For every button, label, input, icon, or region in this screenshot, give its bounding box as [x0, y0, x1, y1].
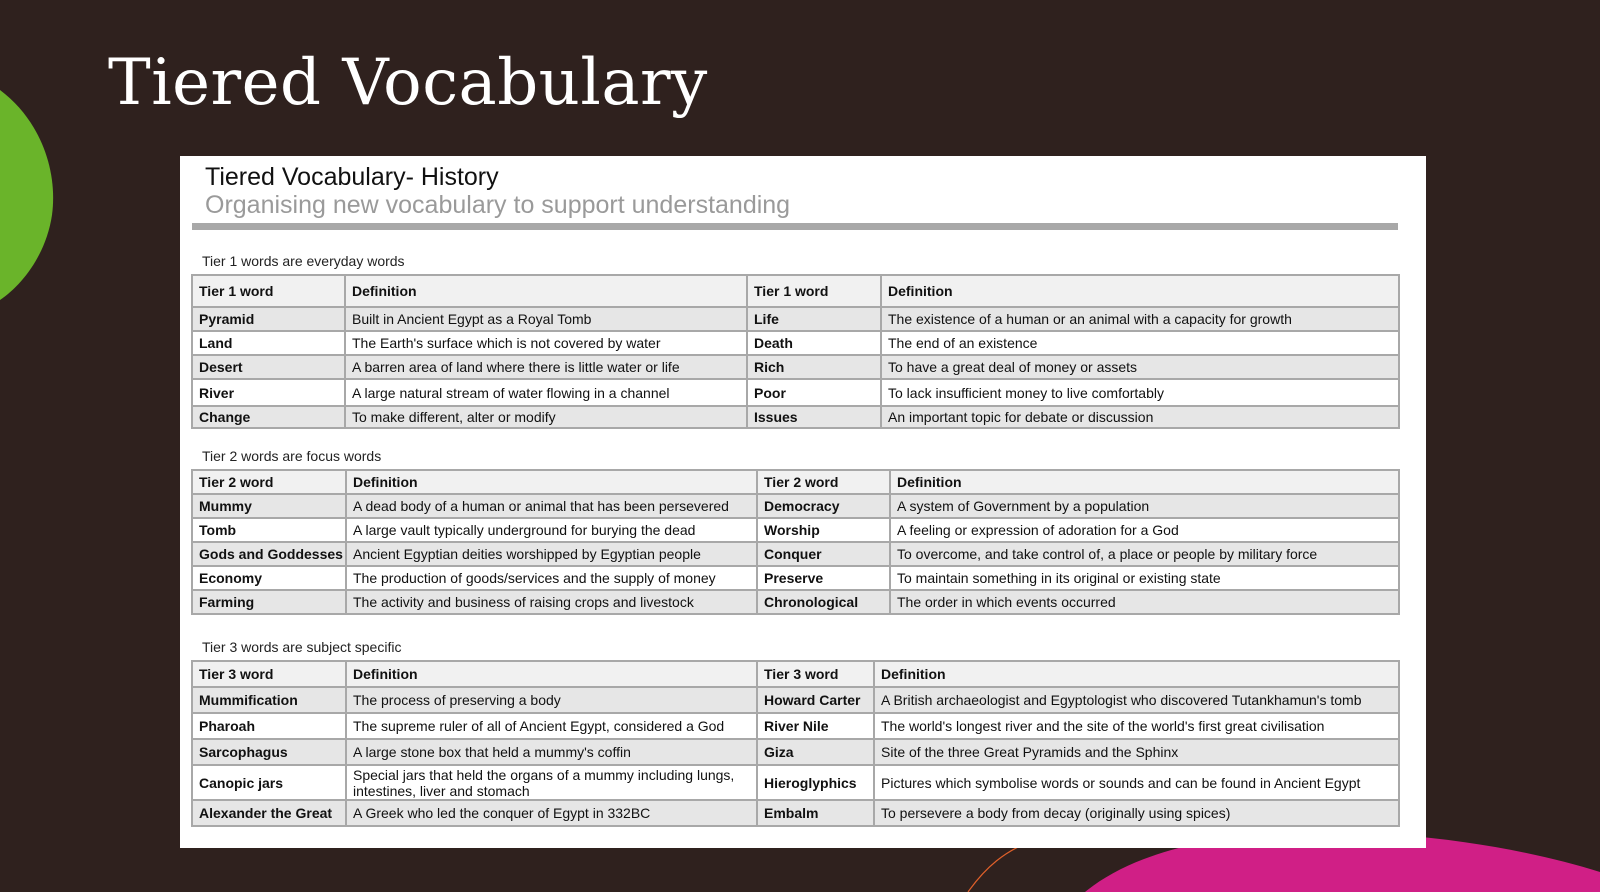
- tier3-table: [191, 660, 1400, 827]
- vocab-word: Gods and Goddesses: [192, 542, 346, 566]
- table-row: [192, 765, 1399, 800]
- table-row: [192, 494, 1399, 518]
- column-header: Definition: [890, 470, 1399, 494]
- vocab-word: Pharoah: [192, 713, 346, 739]
- column-header: Definition: [346, 470, 757, 494]
- table-header-row: [192, 275, 1399, 307]
- tier2-table: [191, 469, 1400, 615]
- vocab-definition: A British archaeologist and Egyptologist who discovered Tutankhamun's tomb: [874, 687, 1399, 713]
- column-header: Definition: [346, 661, 757, 687]
- vocab-definition: The order in which events occurred: [890, 590, 1399, 614]
- column-header: Tier 2 word: [757, 470, 890, 494]
- vocab-definition: Special jars that held the organs of a mummy including lungs, intestines, liver and stomach: [346, 765, 757, 800]
- vocab-definition: To lack insufficient money to live comfortably: [881, 379, 1399, 406]
- table-row: [192, 406, 1399, 428]
- vocab-definition: The supreme ruler of all of Ancient Egypt, considered a God: [346, 713, 757, 739]
- vocab-definition: A barren area of land where there is little water or life: [345, 355, 747, 379]
- vocab-word: Life: [747, 307, 881, 331]
- vocab-definition: The end of an existence: [881, 331, 1399, 355]
- vocab-definition: The Earth's surface which is not covered by water: [345, 331, 747, 355]
- table-row: [192, 355, 1399, 379]
- column-header: Definition: [874, 661, 1399, 687]
- tier3-caption: Tier 3 words are subject specific: [202, 639, 402, 655]
- vocab-definition: To maintain something in its original or existing state: [890, 566, 1399, 590]
- vocab-word: Preserve: [757, 566, 890, 590]
- table-row: [192, 800, 1399, 826]
- table-row: [192, 379, 1399, 406]
- vocab-definition: The world's longest river and the site of the world's first great civilisation: [874, 713, 1399, 739]
- table-row: [192, 590, 1399, 614]
- vocab-definition: A feeling or expression of adoration for a God: [890, 518, 1399, 542]
- vocab-word: Pyramid: [192, 307, 345, 331]
- vocab-word: Desert: [192, 355, 345, 379]
- vocab-word: Alexander the Great: [192, 800, 346, 826]
- vocab-word: Conquer: [757, 542, 890, 566]
- column-header: Tier 2 word: [192, 470, 346, 494]
- vocab-definition: A system of Government by a population: [890, 494, 1399, 518]
- column-header: Definition: [881, 275, 1399, 307]
- vocab-word: Rich: [747, 355, 881, 379]
- column-header: Tier 3 word: [757, 661, 874, 687]
- vocab-word: Change: [192, 406, 345, 428]
- vocab-definition: Ancient Egyptian deities worshipped by Egyptian people: [346, 542, 757, 566]
- vocab-word: Farming: [192, 590, 346, 614]
- table-row: [192, 713, 1399, 739]
- vocab-definition: The activity and business of raising crops and livestock: [346, 590, 757, 614]
- vocabulary-document: [180, 156, 1426, 848]
- vocab-definition: To make different, alter or modify: [345, 406, 747, 428]
- vocab-definition: An important topic for debate or discussion: [881, 406, 1399, 428]
- vocab-definition: Site of the three Great Pyramids and the Sphinx: [874, 739, 1399, 765]
- vocab-definition: A large vault typically underground for burying the dead: [346, 518, 757, 542]
- vocab-word: Chronological: [757, 590, 890, 614]
- vocab-word: Mummification: [192, 687, 346, 713]
- vocab-definition: A dead body of a human or animal that has been persevered: [346, 494, 757, 518]
- vocab-definition: To overcome, and take control of, a place or people by military force: [890, 542, 1399, 566]
- vocab-word: Canopic jars: [192, 765, 346, 800]
- slide-title: Tiered Vocabulary: [108, 46, 708, 120]
- table-row: [192, 542, 1399, 566]
- vocab-word: River Nile: [757, 713, 874, 739]
- vocab-word: Economy: [192, 566, 346, 590]
- table-row: [192, 687, 1399, 713]
- vocab-definition: The existence of a human or an animal with a capacity for growth: [881, 307, 1399, 331]
- column-header: Definition: [345, 275, 747, 307]
- table-row: [192, 518, 1399, 542]
- document-title: Tiered Vocabulary- History: [205, 163, 499, 191]
- vocab-word: Issues: [747, 406, 881, 428]
- vocab-definition: A Greek who led the conquer of Egypt in 332BC: [346, 800, 757, 826]
- vocab-word: Sarcophagus: [192, 739, 346, 765]
- vocab-definition: The production of goods/services and the supply of money: [346, 566, 757, 590]
- title-divider: [192, 223, 1398, 230]
- vocab-definition: The process of preserving a body: [346, 687, 757, 713]
- tier1-table: [191, 274, 1400, 429]
- table-row: [192, 307, 1399, 331]
- table-row: [192, 331, 1399, 355]
- vocab-definition: To have a great deal of money or assets: [881, 355, 1399, 379]
- vocab-word: Embalm: [757, 800, 874, 826]
- vocab-word: Worship: [757, 518, 890, 542]
- tier2-section: [191, 447, 1398, 615]
- vocab-word: Tomb: [192, 518, 346, 542]
- table-row: [192, 566, 1399, 590]
- table-header-row: [192, 661, 1399, 687]
- column-header: Tier 1 word: [747, 275, 881, 307]
- column-header: Tier 3 word: [192, 661, 346, 687]
- vocab-word: Land: [192, 331, 345, 355]
- vocab-definition: A large stone box that held a mummy's coffin: [346, 739, 757, 765]
- tier2-caption: Tier 2 words are focus words: [202, 448, 382, 464]
- vocab-definition: Pictures which symbolise words or sounds and can be found in Ancient Egypt: [874, 765, 1399, 800]
- column-header: Tier 1 word: [192, 275, 345, 307]
- vocab-word: Hieroglyphics: [757, 765, 874, 800]
- vocab-word: Giza: [757, 739, 874, 765]
- vocab-word: River: [192, 379, 345, 406]
- tier3-section: [191, 638, 1398, 827]
- tier1-caption: Tier 1 words are everyday words: [202, 253, 405, 269]
- vocab-definition: Built in Ancient Egypt as a Royal Tomb: [345, 307, 747, 331]
- vocab-word: Poor: [747, 379, 881, 406]
- vocab-word: Mummy: [192, 494, 346, 518]
- tier1-section: [191, 252, 1398, 429]
- vocab-definition: To persevere a body from decay (originally using spices): [874, 800, 1399, 826]
- table-row: [192, 739, 1399, 765]
- document-subtitle: Organising new vocabulary to support understanding: [205, 191, 791, 219]
- vocab-definition: A large natural stream of water flowing in a channel: [345, 379, 747, 406]
- vocab-word: Death: [747, 331, 881, 355]
- vocab-word: Howard Carter: [757, 687, 874, 713]
- green-blob-shape: [0, 90, 53, 300]
- vocab-word: Democracy: [757, 494, 890, 518]
- table-header-row: [192, 470, 1399, 494]
